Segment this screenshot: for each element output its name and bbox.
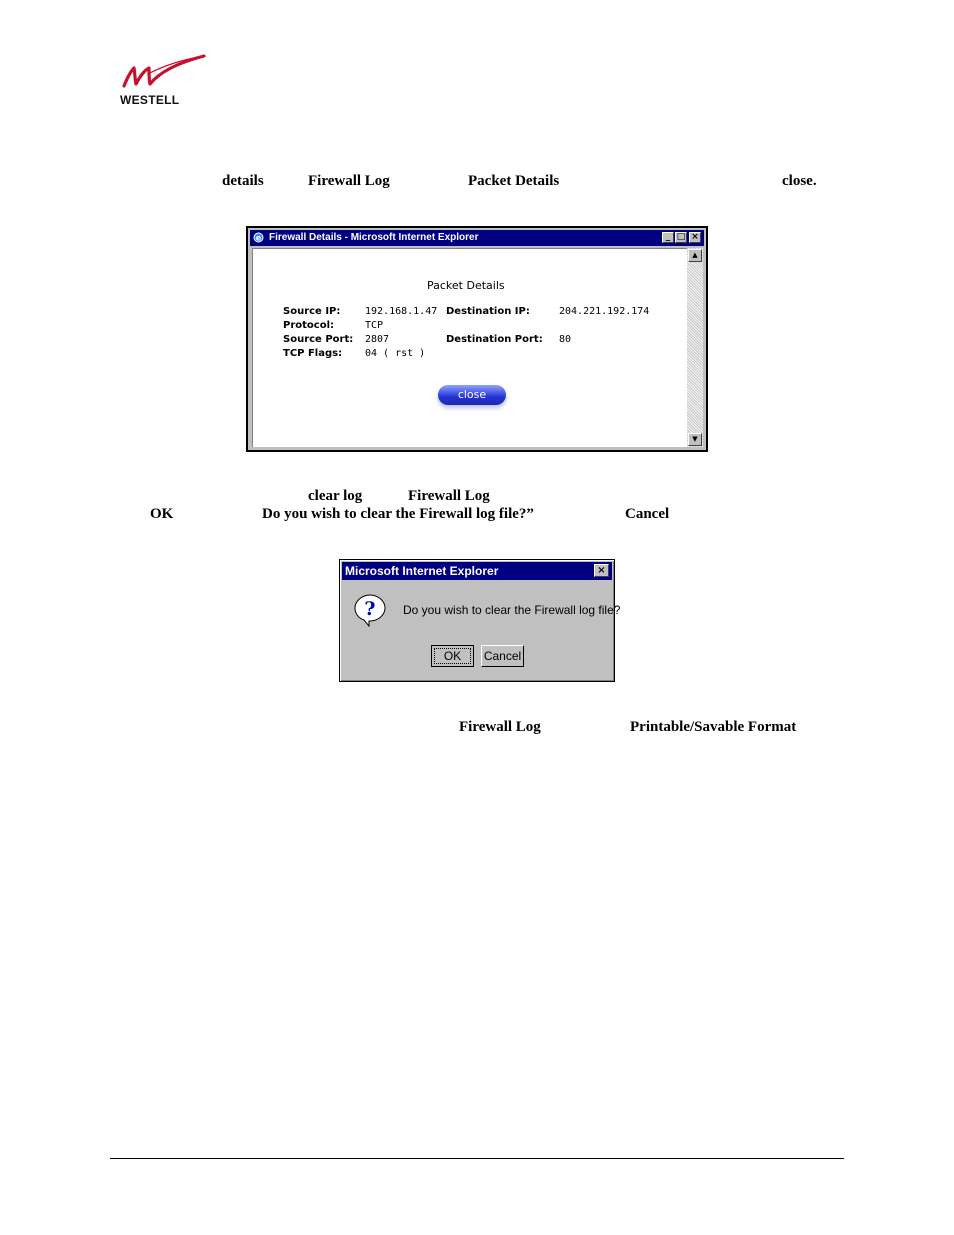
svg-text:e: e <box>255 233 262 243</box>
source-ip-label: Source IP: <box>283 306 341 317</box>
text-printable-savable-format: Printable/Savable Format <box>630 719 797 735</box>
destination-ip-label: Destination IP: <box>446 306 530 317</box>
text-cancel: Cancel <box>625 506 670 522</box>
footer-divider <box>110 1158 844 1159</box>
dialog-title: Microsoft Internet Explorer <box>345 564 499 578</box>
destination-port-label: Destination Port: <box>446 334 543 345</box>
text-details: details <box>222 173 264 189</box>
ok-button-label: OK <box>434 648 471 664</box>
text-clear-log: clear log <box>308 488 363 504</box>
source-port-label: Source Port: <box>283 334 354 345</box>
cancel-button[interactable]: Cancel <box>481 645 524 667</box>
firewall-details-titlebar <box>250 230 704 246</box>
dialog-titlebar <box>342 562 612 580</box>
tcp-flags-value: 04 ( rst ) <box>365 348 426 359</box>
internet-explorer-icon <box>253 232 264 243</box>
question-icon <box>353 593 387 627</box>
text-firewall-log-3: Firewall Log <box>459 719 541 735</box>
svg-text:?: ? <box>364 598 376 620</box>
dialog-message: Do you wish to clear the Firewall log file? <box>403 603 621 617</box>
text-clear-question: Do you wish to clear the Firewall log file?” <box>262 506 534 522</box>
logo-wordmark: WESTELL <box>120 93 180 107</box>
destination-port-value: 80 <box>559 334 572 345</box>
packet-details-heading: Packet Details <box>427 279 505 292</box>
text-ok: OK <box>150 506 174 522</box>
firewall-details-window <box>246 226 708 452</box>
destination-ip-value: 204.221.192.174 <box>559 306 650 317</box>
scroll-up-icon[interactable]: ▲ <box>688 249 702 262</box>
source-port-value: 2807 <box>365 334 390 345</box>
clear-log-confirm-dialog <box>339 559 621 682</box>
dialog-close-icon[interactable]: × <box>594 564 609 577</box>
text-close: close. <box>782 173 817 189</box>
text-firewall-log-2: Firewall Log <box>408 488 490 504</box>
minimize-icon[interactable]: _ <box>662 232 674 243</box>
ok-button[interactable] <box>431 645 474 667</box>
firewall-details-title: Firewall Details - Microsoft Internet Explorer <box>269 232 479 243</box>
protocol-label: Protocol: <box>283 320 335 331</box>
close-button[interactable]: close <box>438 385 506 405</box>
maximize-icon[interactable]: □ <box>676 232 686 242</box>
westell-logo-mark-icon <box>118 54 210 94</box>
vertical-scrollbar[interactable] <box>687 248 703 447</box>
protocol-value: TCP <box>365 320 384 331</box>
tcp-flags-label: TCP Flags: <box>283 348 343 359</box>
close-icon[interactable]: × <box>689 232 701 243</box>
text-firewall-log: Firewall Log <box>308 173 390 189</box>
packet-details-content <box>252 248 687 447</box>
text-packet-details: Packet Details <box>468 173 560 189</box>
source-ip-value: 192.168.1.47 <box>365 306 438 317</box>
scroll-down-icon[interactable]: ▼ <box>688 433 702 446</box>
westell-logo <box>118 54 210 108</box>
